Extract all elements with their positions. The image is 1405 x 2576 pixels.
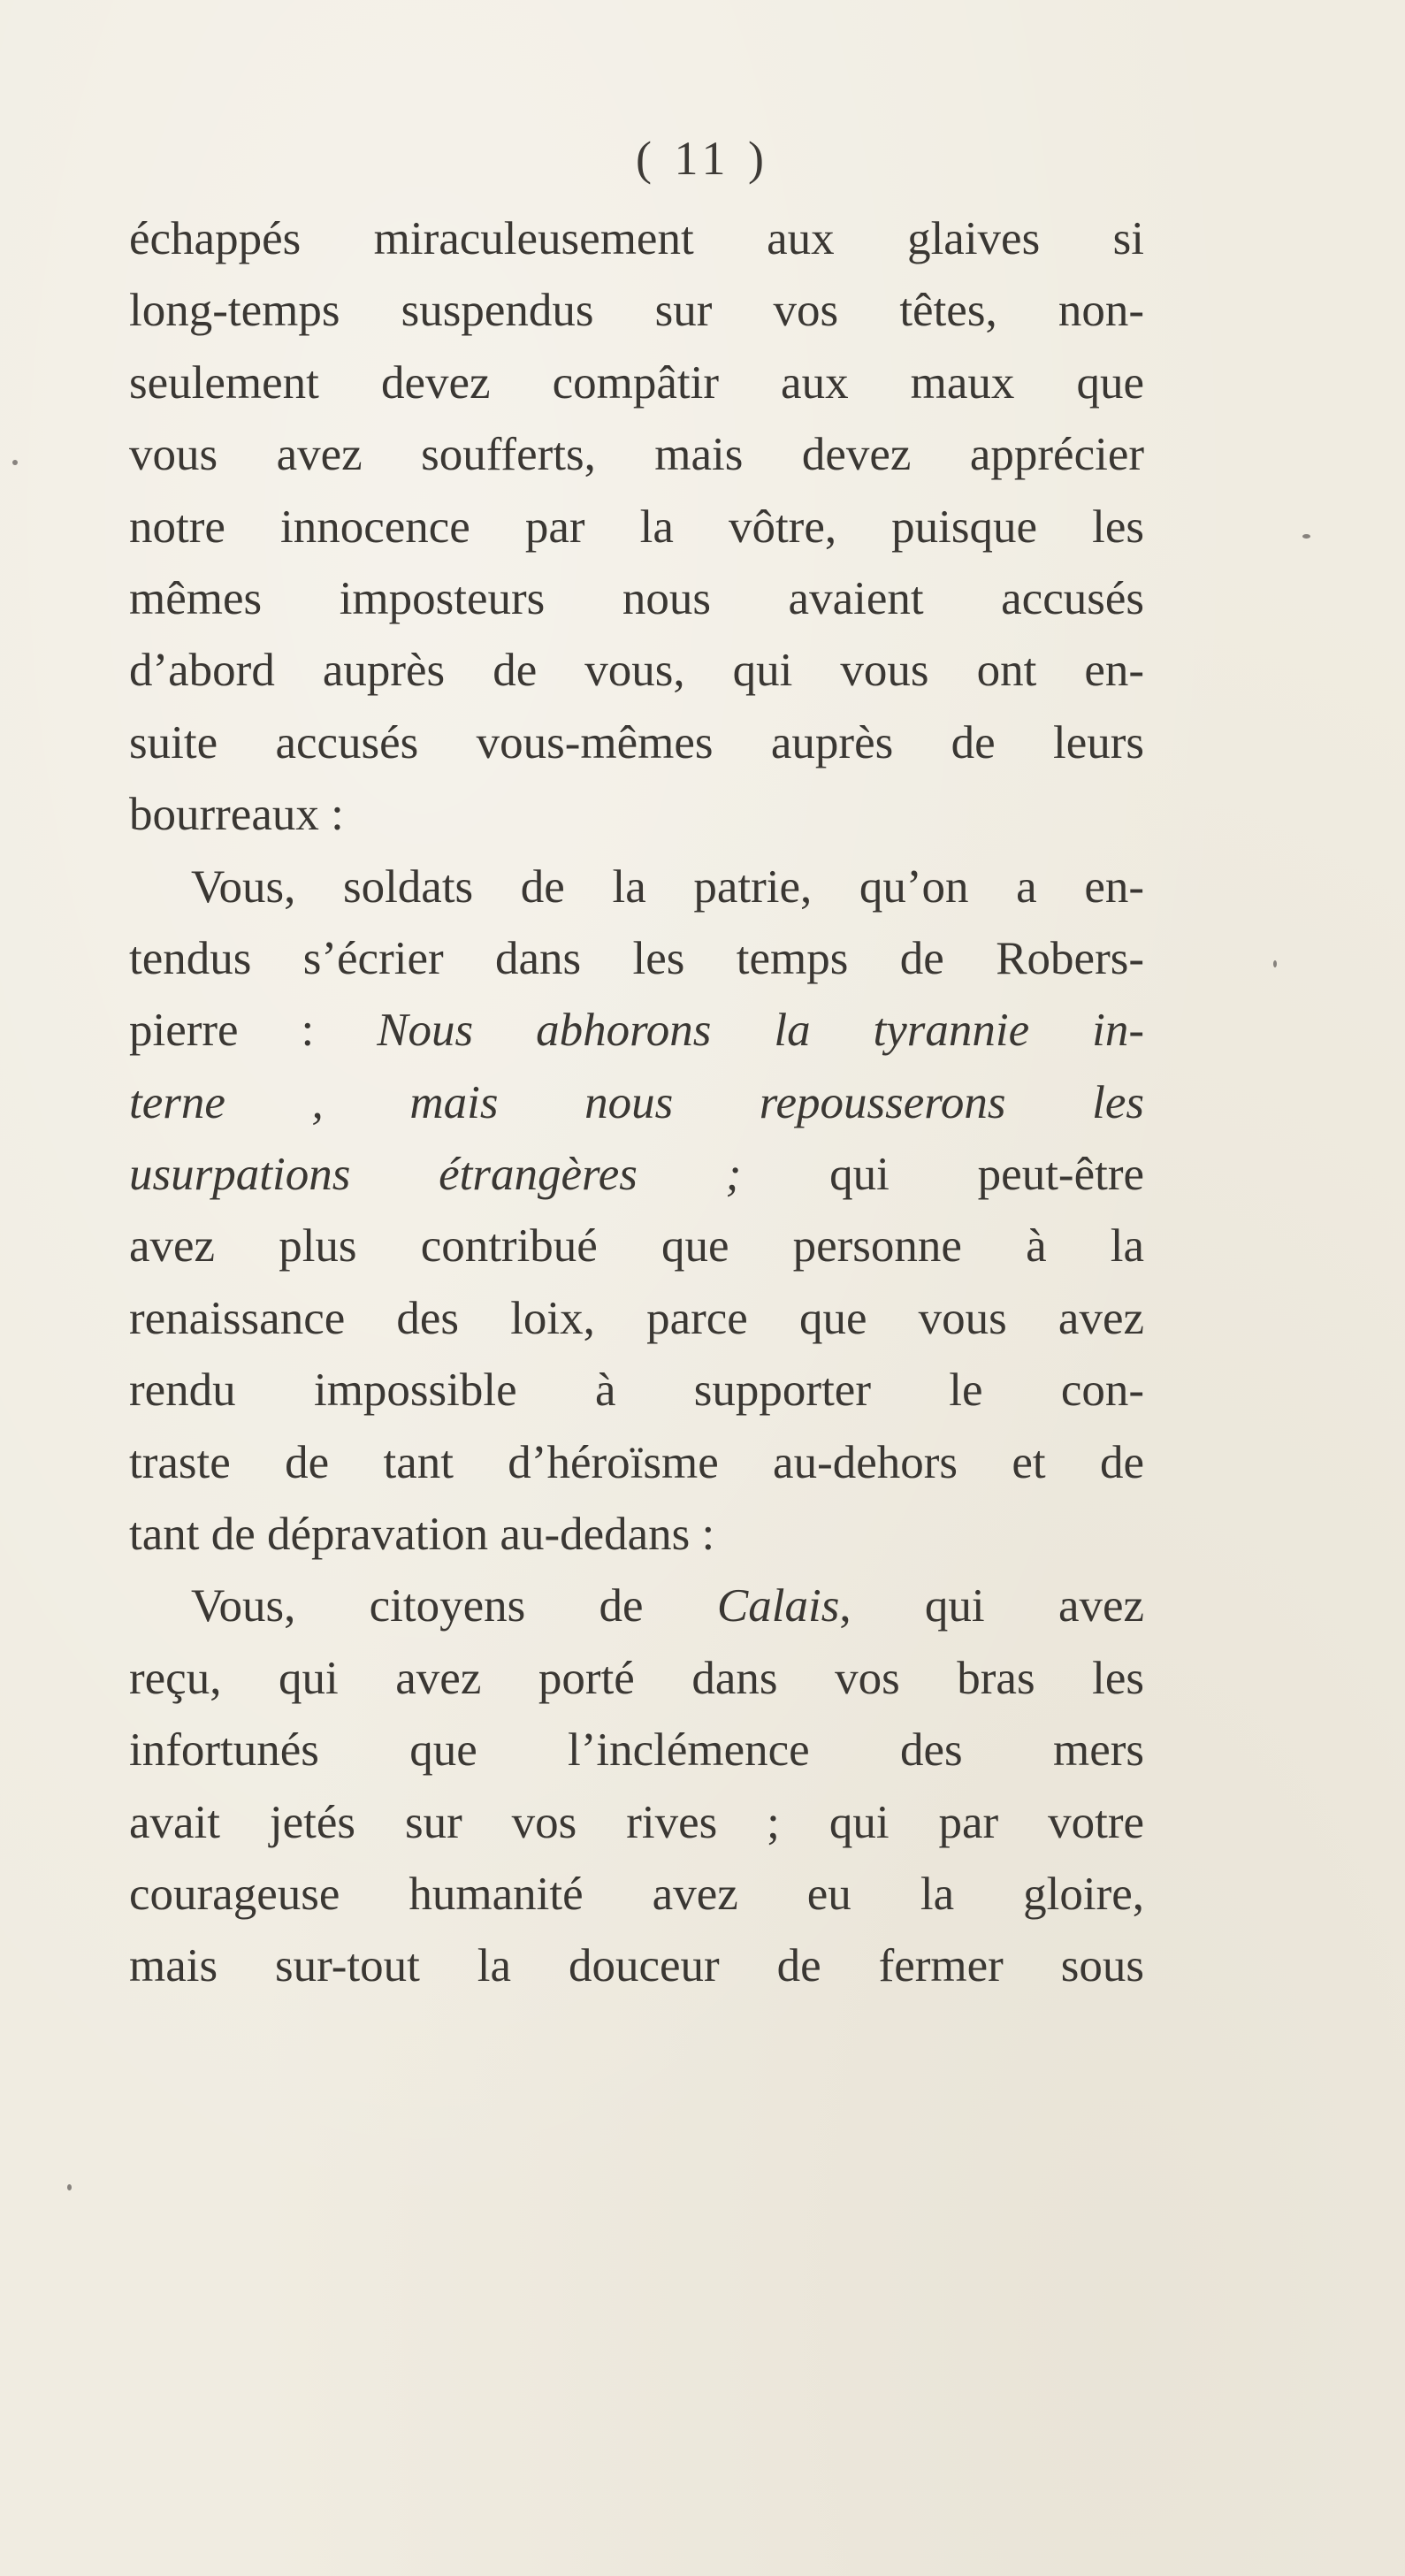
text-segment: long-temps suspendus sur vos têtes, non- [129,285,1144,337]
text-segment: pierre : [129,1005,378,1057]
italic-text-segment: usurpations étrangères ; [129,1149,742,1201]
text-line [129,852,1144,923]
text-line [129,1427,1144,1499]
text-line [129,923,1144,995]
text-line [129,1930,1144,2002]
text-segment: avez plus contribué que personne à la [129,1220,1144,1273]
italic-text-segment: terne , mais nous repousserons les [129,1076,1144,1128]
text-segment: Vous, soldats de la patrie, qu’on a en- [191,860,1144,913]
text-line [129,1139,1144,1211]
ink-speck [12,460,18,465]
text-segment: reçu, qui avez porté dans vos bras les [129,1652,1144,1704]
text-segment: tant de dépravation au-dedans : [129,1509,715,1561]
text-line [129,635,1144,707]
text-segment: courageuse humanité avez eu la gloire, [129,1868,1144,1920]
text-line [129,348,1144,419]
text-segment: échappés miraculeusement aux glaives si [129,213,1144,264]
text-line [129,1571,1144,1642]
text-segment: tendus s’écrier dans les temps de Robers- [129,932,1144,984]
ink-speck [67,2184,72,2190]
text-segment: mais sur-tout la douceur de fermer sous [129,1940,1144,1992]
text-segment: qui peut-être [741,1149,1145,1201]
text-line [129,492,1144,563]
text-segment: rendu impossible à supporter le con- [129,1364,1144,1417]
text-segment: suite accusés vous-mêmes auprès de leurs [129,716,1144,768]
text-line [129,1355,1144,1426]
text-segment: , qui avez [839,1580,1145,1632]
page-number: ( 11 ) [636,132,769,185]
text-line [129,1499,1144,1571]
text-line [129,1859,1144,1930]
text-segment: vous avez soufferts, mais devez apprécier [129,429,1144,481]
text-segment: seulement devez compâtir aux maux que [129,356,1144,409]
text-segment: notre innocence par la vôtre, puisque les [129,501,1144,553]
text-line [129,1643,1144,1715]
text-line [129,707,1144,779]
text-line [129,995,1144,1066]
text-line [129,1283,1144,1355]
text-line [129,563,1144,635]
text-line [129,203,1144,275]
text-segment: infortunés que l’inclémence des mers [129,1724,1144,1777]
text-line [129,419,1144,491]
ink-speck [1273,960,1277,967]
text-line [129,1211,1144,1282]
text-segment: bourreaux : [129,789,344,841]
ink-speck [1302,534,1310,539]
text-segment: mêmes imposteurs nous avaient accusés [129,572,1144,624]
italic-text-segment: Calais [716,1580,840,1632]
text-line [129,1787,1144,1859]
text-line [129,275,1144,347]
body-text [129,203,1144,2003]
italic-text-segment: Nous abhorons la tyrannie in- [377,1005,1144,1057]
text-line [129,1715,1144,1786]
text-segment: d’abord auprès de vous, qui vous ont en- [129,645,1144,697]
text-line [129,779,1144,851]
text-segment: avait jetés sur vos rives ; qui par votre [129,1796,1144,1848]
text-segment: traste de tant d’héroïsme au-dehors et de [129,1436,1144,1488]
text-segment: Vous, citoyens de [191,1580,717,1632]
text-segment: renaissance des loix, parce que vous avez [129,1292,1144,1344]
text-line [129,1067,1144,1139]
